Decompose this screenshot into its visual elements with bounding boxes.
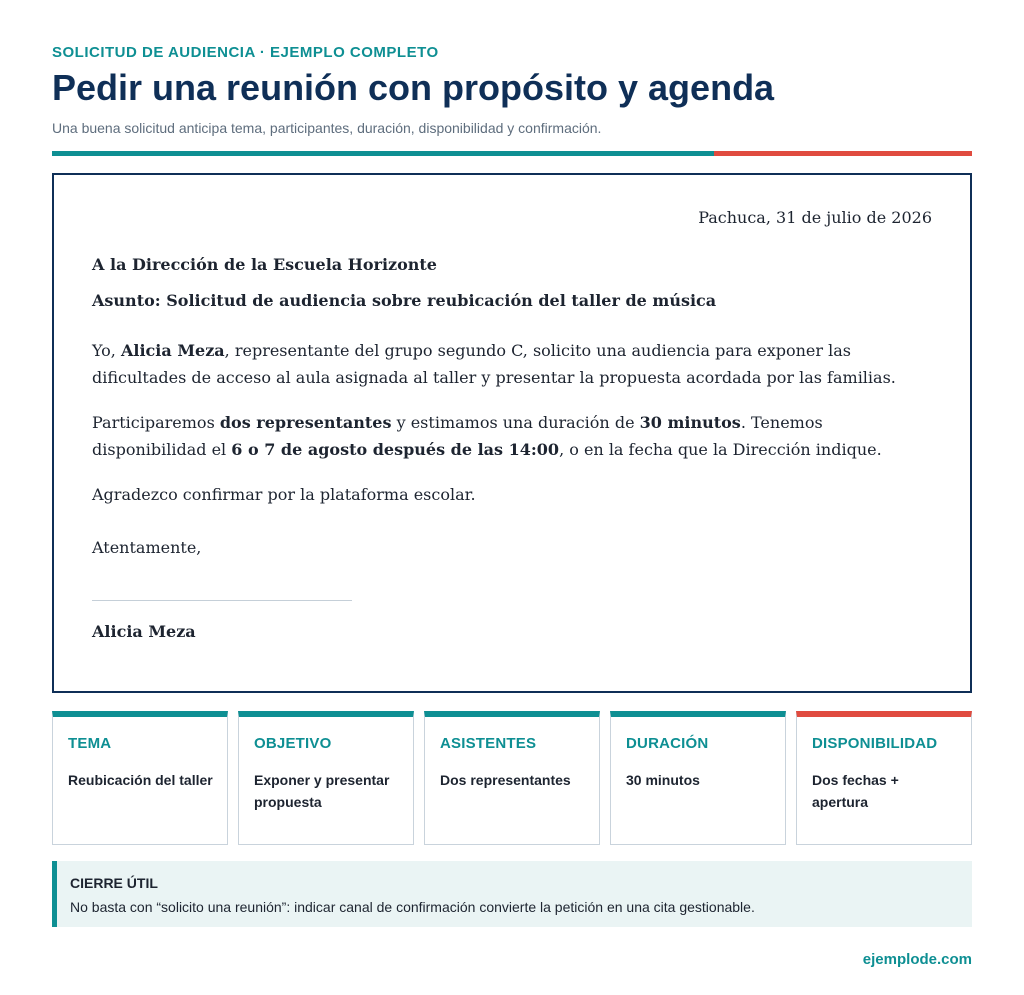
signature-line xyxy=(92,600,352,601)
divider-bar xyxy=(52,151,972,156)
letter-attendees: dos representantes xyxy=(219,413,392,432)
card-label: DURACIÓN xyxy=(626,735,709,752)
card-label: TEMA xyxy=(68,735,112,752)
letter-text: , o en la fecha que la Dirección indique. xyxy=(559,440,882,459)
letter-card xyxy=(52,173,972,693)
letter-duration: 30 minutos xyxy=(639,413,741,432)
card-disponibilidad xyxy=(796,711,972,845)
letter-text: , representante del grupo segundo C, solicito una audiencia para exponer las dificultades de acceso al aula asignada al taller y presentar la propuesta acordada por las familias. xyxy=(92,341,896,387)
letter-text: . Tenemos disponibilidad el xyxy=(92,413,823,459)
letter-availability: 6 o 7 de agosto después de las 14:00 xyxy=(231,440,560,459)
letter-paragraph-intro xyxy=(92,337,937,391)
page-subtitle: Una buena solicitud anticipa tema, participantes, duración, disponibilidad y confirmación. xyxy=(52,120,602,136)
card-objetivo xyxy=(238,711,414,845)
page-title: Pedir una reunión con propósito y agenda xyxy=(52,67,775,108)
letter-signature: Alicia Meza xyxy=(92,622,196,641)
letter-paragraph-confirmation: Agradezco confirmar por la plataforma escolar. xyxy=(92,485,476,504)
card-value: Exponer y presentar propuesta xyxy=(254,772,390,810)
letter-text: Yo, xyxy=(92,341,121,360)
divider-red-segment xyxy=(714,151,972,156)
card-duracion xyxy=(610,711,786,845)
card-label: DISPONIBILIDAD xyxy=(812,735,938,752)
letter-sender-name: Alicia Meza xyxy=(120,341,225,360)
card-value: Reubicación del taller xyxy=(68,772,213,788)
callout-heading: CIERRE ÚTIL xyxy=(70,875,158,891)
letter-paragraph-details xyxy=(92,409,937,463)
letter-text: y estimamos una duración de xyxy=(391,413,640,432)
summary-cards xyxy=(52,711,972,845)
letter-subject: Asunto: Solicitud de audiencia sobre reubicación del taller de música xyxy=(92,291,717,310)
card-tema xyxy=(52,711,228,845)
tip-callout xyxy=(52,861,972,927)
site-link[interactable]: ejemplode.com xyxy=(862,951,972,968)
callout-text: No basta con “solicito una reunión”: indicar canal de confirmación convierte la petición en una cita gestionable. xyxy=(70,899,755,915)
card-asistentes xyxy=(424,711,600,845)
letter-text: Participaremos xyxy=(92,413,220,432)
letter-recipient: A la Dirección de la Escuela Horizonte xyxy=(92,255,437,274)
letter-closing: Atentamente, xyxy=(92,538,202,557)
card-label: OBJETIVO xyxy=(254,735,332,752)
card-value: 30 minutos xyxy=(626,772,700,788)
card-label: ASISTENTES xyxy=(440,735,537,752)
card-value: Dos representantes xyxy=(440,772,571,788)
letter-date: Pachuca, 31 de julio de 2026 xyxy=(698,208,932,227)
eyebrow-label: SOLICITUD DE AUDIENCIA · EJEMPLO COMPLETO xyxy=(52,44,439,61)
card-value: Dos fechas + apertura xyxy=(812,772,899,810)
divider-teal-segment xyxy=(52,151,714,156)
